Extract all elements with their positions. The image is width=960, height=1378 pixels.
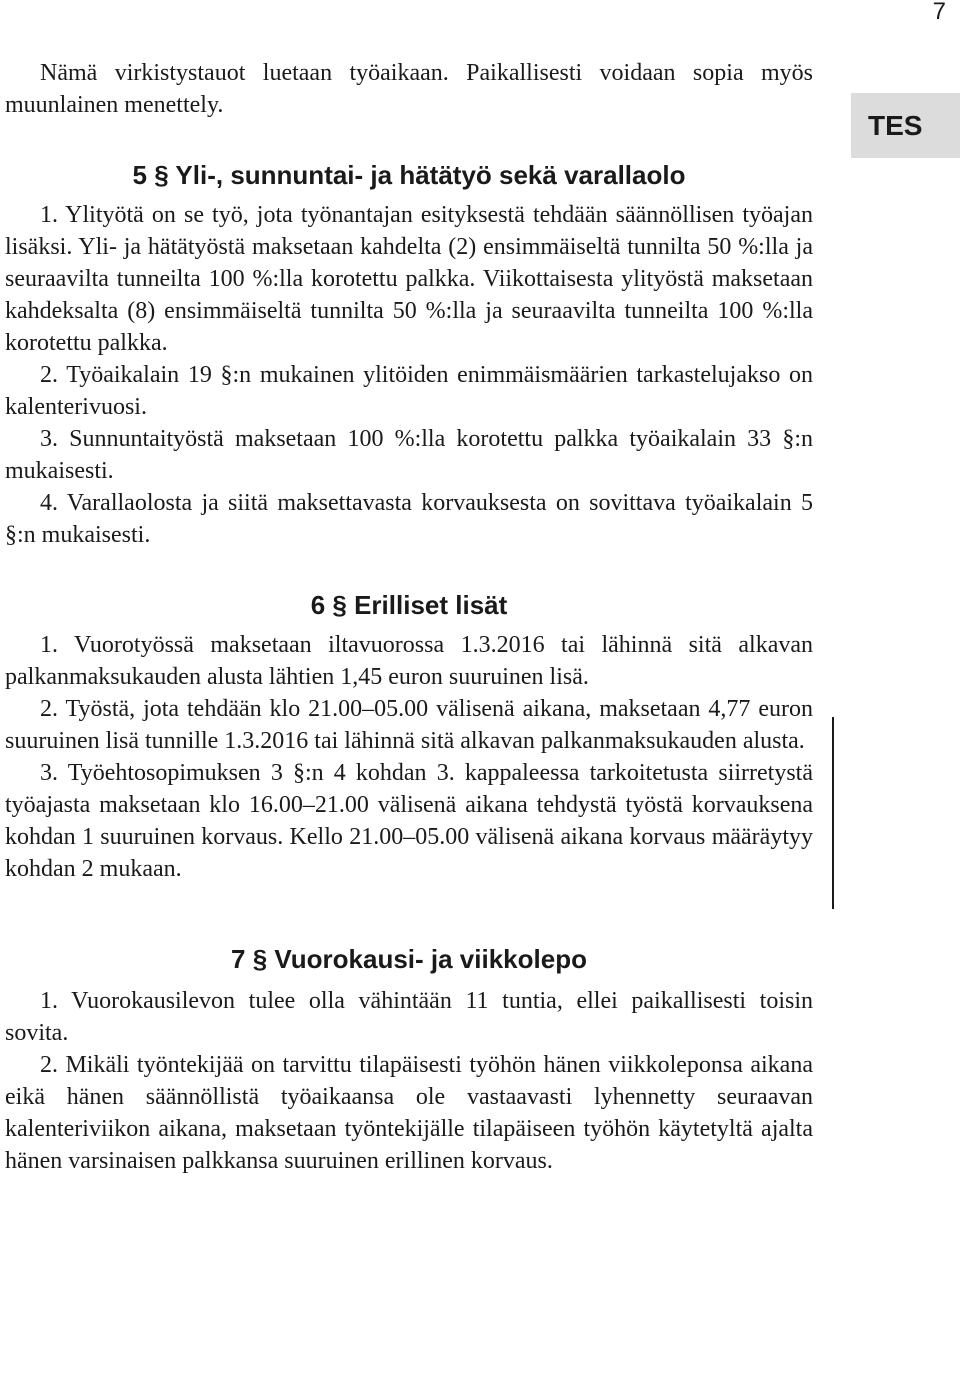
section-5-heading: 5 § Yli-, sunnuntai- ja hätätyö sekä varallaolo	[132, 160, 686, 190]
section-6-heading: 6 § Erilliset lisät	[310, 590, 508, 620]
section-5-paragraph-1: 1. Ylityötä on se työ, jota työnantajan esityksestä tehdään säännöllisen työajan lisäksi. Yli- ja hätätyöstä maksetaan kahdelta (2) ensimmäiseltä tunnilta 50 %:lla ja seuraavilta tunneilta 100 %:lla korotettu palkka. Viikottaisesta ylityöstä maksetaan kahdeksalta (8) ensimmäiseltä tunnilta 50 %:lla ja seuraavilta tunneilta 100 %:lla korotettu palkka.	[5, 202, 813, 356]
section-5-paragraph-4: 4. Varallaolosta ja siitä maksettavasta korvauksesta on sovittava työaikalain 5 §:n mukaisesti.	[5, 490, 813, 548]
section-6-paragraph-2: 2. Työstä, jota tehdään klo 21.00–05.00 välisenä aikana, maksetaan 4,77 euron suuruinen lisä tunnille 1.3.2016 tai lähinnä sitä alkavan palkanmaksukauden alusta.	[5, 696, 813, 754]
section-6-paragraph-1: 1. Vuorotyössä maksetaan iltavuorossa 1.3.2016 tai lähinnä sitä alkavan palkanmaksukauden alusta lähtien 1,45 euron suuruinen lisä.	[5, 632, 813, 690]
page-number: 7	[932, 0, 946, 25]
section-5-paragraph-2: 2. Työaikalain 19 §:n mukainen ylitöiden enimmäismäärien tarkastelujakso on kalenterivuosi.	[5, 362, 813, 420]
section-7-paragraph-1: 1. Vuorokausilevon tulee olla vähintään 11 tuntia, ellei paikallisesti toisin sovita.	[5, 988, 813, 1046]
section-7-heading: 7 § Vuorokausi- ja viikkolepo	[231, 944, 587, 974]
document-body	[5, 57, 813, 1177]
change-bar	[832, 717, 834, 909]
section-6-paragraph-3: 3. Työehtosopimuksen 3 §:n 4 kohdan 3. kappaleessa tarkoitetusta siirretystä työajasta maksetaan klo 16.00–21.00 välisenä aikana tehdystä työstä korvauksena kohdan 1 suuruinen korvaus. Kello 21.00–05.00 välisenä aikana korvaus määräytyy kohdan 2 mukaan.	[5, 760, 813, 882]
intro-paragraph: Nämä virkistystauot luetaan työaikaan. Paikallisesti voidaan sopia myös muunlainen menettely.	[5, 60, 813, 118]
section-5-paragraph-3: 3. Sunnuntaityöstä maksetaan 100 %:lla korotettu palkka työaikalain 33 §:n mukaisesti.	[5, 426, 813, 484]
section-7-paragraph-2: 2. Mikäli työntekijää on tarvittu tilapäisesti työhön hänen viikkoleponsa aikana eikä hänen säännöllistä työaikaansa ole vastaavasti lyhennetty seuraavan kalenteriviikon aikana, maksetaan työntekijälle tilapäiseen työhön käytetyltä ajalta hänen varsinaisen palkkansa suuruinen erillinen korvaus.	[5, 1052, 813, 1174]
section-tab-label: TES	[851, 93, 960, 158]
